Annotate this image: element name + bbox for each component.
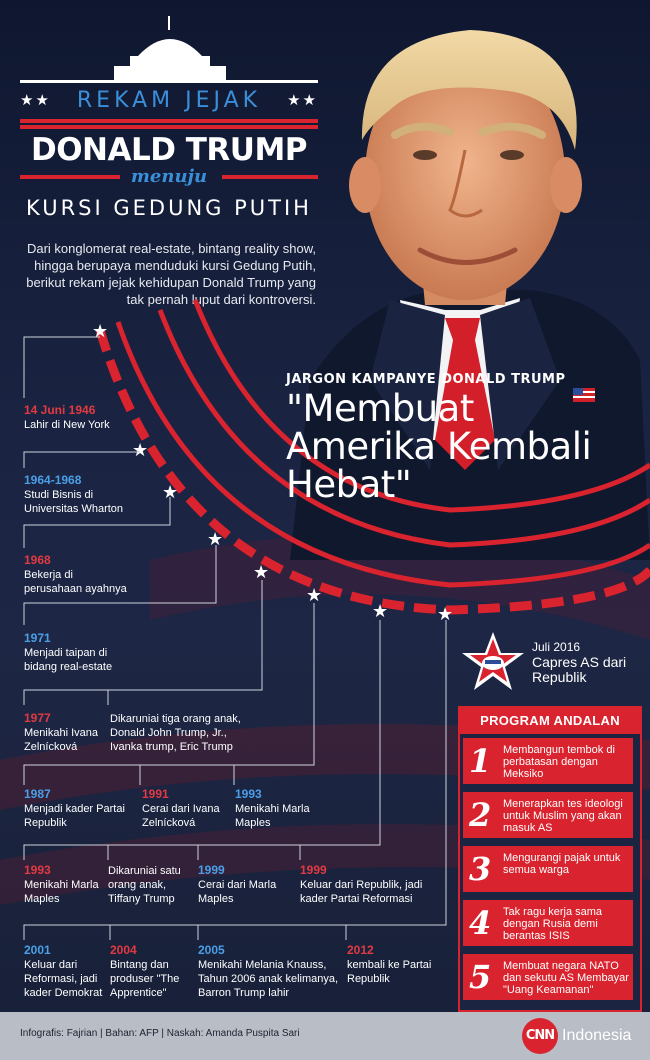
cnn-indonesia-label[interactable]: Indonesia xyxy=(562,1027,632,1044)
program-heading: PROGRAM ANDALAN xyxy=(460,708,640,734)
svg-text:★: ★ xyxy=(132,440,149,461)
event-text: Menjadi kader Partai Republik xyxy=(24,803,125,829)
timeline-event xyxy=(142,786,227,830)
capres-year: Juli 2016 xyxy=(532,640,581,654)
program-item xyxy=(463,846,633,892)
timeline-event xyxy=(198,862,293,906)
timeline-event xyxy=(24,942,108,1000)
svg-text:★: ★ xyxy=(207,529,224,550)
event-text: Keluar dari Reformasi, jadi kader Demokrat xyxy=(24,959,103,999)
event-text: Bintang dan produser "The Apprentice" xyxy=(110,959,180,999)
timeline-event xyxy=(198,942,344,1000)
timeline-event xyxy=(347,942,447,986)
event-year: 1964-1968 xyxy=(24,473,82,487)
program-text: Membuat negara NATO dan sekutu AS Membayar "Uang Keamanan" xyxy=(503,960,629,996)
timeline-event xyxy=(24,472,144,516)
capres-line-1: Capres AS dari xyxy=(532,654,627,670)
event-text: kembali ke Partai Republik xyxy=(347,959,432,985)
event-text: Menikahi Marla Maples xyxy=(235,803,310,829)
event-year: 1971 xyxy=(24,631,51,645)
event-text: Cerai dari Marla Maples xyxy=(198,879,277,905)
menuju-label: menuju xyxy=(130,166,208,187)
event-year: 2004 xyxy=(110,943,137,957)
program-text: Mengurangi pajak untuk semua warga xyxy=(503,852,621,876)
program-number: 3 xyxy=(469,850,492,888)
program-item xyxy=(463,900,633,946)
subtitle: KURSI GEDUNG PUTIH xyxy=(26,196,312,220)
timeline-event xyxy=(110,942,198,1000)
program-item xyxy=(463,738,633,784)
program-number: 4 xyxy=(469,904,492,942)
event-year: 1991 xyxy=(142,787,169,801)
event-text: Cerai dari Ivana Zelnícková xyxy=(142,803,220,829)
jargon-label: JARGON KAMPANYE DONALD TRUMP xyxy=(286,372,566,387)
rekam-jejak-label: REKAM JEJAK xyxy=(76,87,262,113)
quote-line-3: Hebat" xyxy=(286,463,412,506)
event-year: 2012 xyxy=(347,943,374,957)
program-item xyxy=(463,792,633,838)
timeline-event xyxy=(24,552,134,596)
timeline-event xyxy=(235,786,320,830)
timeline-event xyxy=(24,862,104,906)
svg-text:★: ★ xyxy=(162,482,179,503)
program-number: 2 xyxy=(469,796,492,834)
program-number: 1 xyxy=(469,742,492,780)
event-text: Lahir di New York xyxy=(24,419,110,431)
quote-line-2: Amerika Kembali xyxy=(286,425,592,468)
program-text: Menerapkan tes ideologi untuk Muslim yang akan masuk AS xyxy=(503,798,623,834)
event-year: 2001 xyxy=(24,943,51,957)
svg-text:★: ★ xyxy=(372,601,389,622)
event-year: 1999 xyxy=(198,863,225,877)
timeline-event xyxy=(24,402,144,432)
program-andalan-panel xyxy=(458,706,642,1012)
event-text: Menikahi Ivana Zelnícková xyxy=(24,727,98,753)
timeline-event xyxy=(110,712,260,754)
program-item xyxy=(463,954,633,1000)
event-year: 1993 xyxy=(24,863,51,877)
event-year: 1968 xyxy=(24,553,51,567)
campaign-quote xyxy=(286,387,626,506)
capres-event xyxy=(532,640,626,685)
republican-star-icon xyxy=(460,630,526,692)
cnn-logo[interactable]: CNN xyxy=(522,1018,558,1054)
event-year: 1987 xyxy=(24,787,51,801)
credits: Infografis: Fajrian | Bahan: AFP | Naskah: Amanda Puspita Sari xyxy=(20,1028,300,1039)
event-year: 1977 xyxy=(24,711,51,725)
timeline-event xyxy=(300,862,450,906)
event-year: 1999 xyxy=(300,863,327,877)
stars-left-icon: ★★ xyxy=(20,92,51,109)
capres-line-2: Republik xyxy=(532,669,587,685)
event-text: Keluar dari Republik, jadi kader Partai Reformasi xyxy=(300,879,423,905)
event-text: Menikahi Melania Knauss, Tahun 2006 anak kelimanya, Barron Trump lahir xyxy=(198,959,339,999)
event-text: Menjadi taipan di bidang real-estate xyxy=(24,647,113,673)
page-title: DONALD TRUMP xyxy=(30,132,308,168)
svg-text:★: ★ xyxy=(253,562,270,583)
svg-text:★: ★ xyxy=(306,585,323,606)
program-text: Tak ragu kerja sama dengan Rusia demi berantas ISIS xyxy=(503,906,603,942)
event-year: 14 Juni 1946 xyxy=(24,403,96,417)
svg-text:★: ★ xyxy=(437,604,454,625)
event-text: Bekerja di perusahaan ayahnya xyxy=(24,569,127,595)
quote-line-1: "Membuat xyxy=(286,387,474,430)
svg-text:★: ★ xyxy=(92,321,109,342)
program-text: Membangun tembok di perbatasan dengan Meksiko xyxy=(503,744,615,780)
timeline-event xyxy=(108,864,196,906)
event-year: 2005 xyxy=(198,943,225,957)
intro-text: Dari konglomerat real-estate, bintang reality show, hingga berupaya menduduki kursi Gedung Putih, berikut rekam jejak kehidupan Donald Trump yang tak pernah luput dari kontroversi. xyxy=(26,241,316,307)
timeline-event xyxy=(24,630,124,674)
event-text: Studi Bisnis di Universitas Wharton xyxy=(24,489,124,515)
timeline-event xyxy=(24,710,104,754)
program-number: 5 xyxy=(469,958,492,996)
timeline-event xyxy=(24,786,134,830)
stars-right-icon: ★★ xyxy=(287,92,318,109)
event-text: Menikahi Marla Maples xyxy=(24,879,99,905)
event-text: Dikaruniai tiga orang anak, Donald John Trump, Jr., Ivanka trump, Eric Trump xyxy=(110,713,241,753)
event-year: 1993 xyxy=(235,787,262,801)
event-text: Dikaruniai satu orang anak, Tiffany Trump xyxy=(108,865,181,905)
